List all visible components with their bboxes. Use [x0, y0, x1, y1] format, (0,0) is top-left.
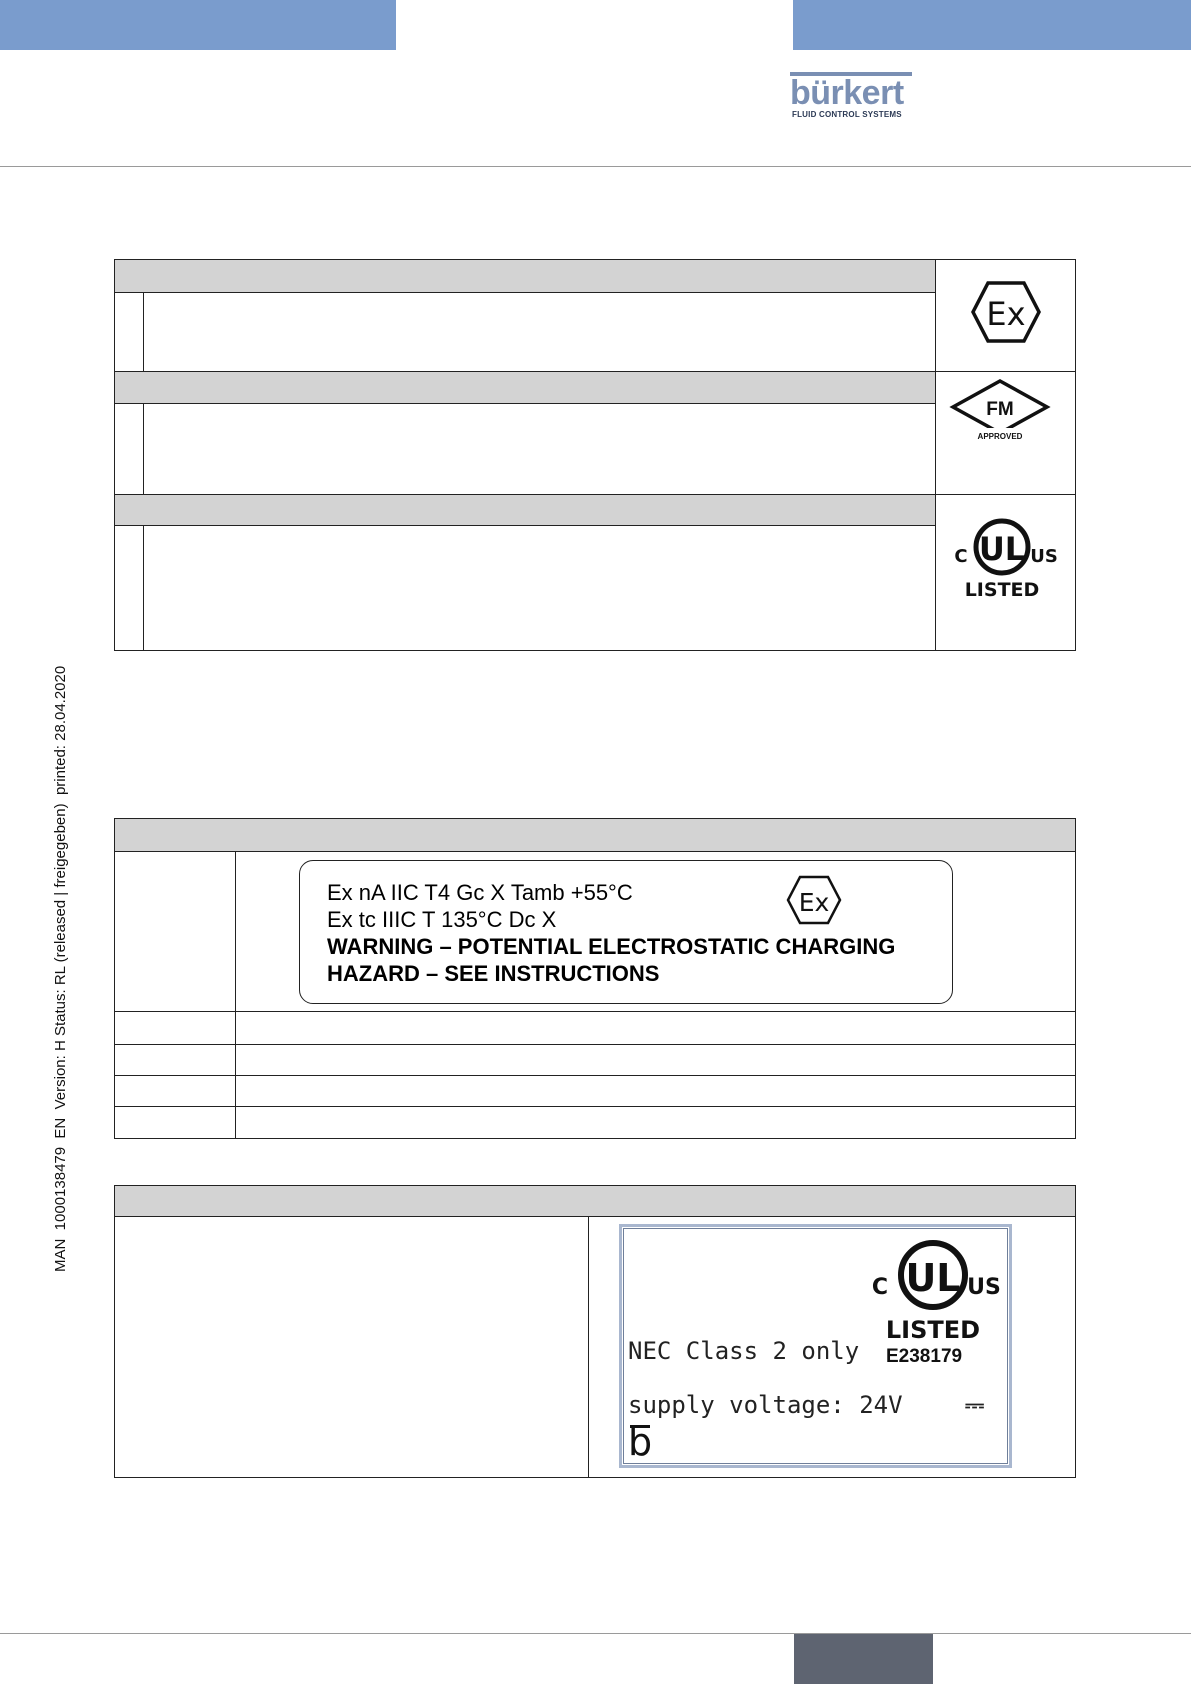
logo-wordmark: bürkert [790, 74, 904, 112]
table-line [143, 525, 144, 650]
table-line [114, 494, 1076, 495]
header-bar-right [793, 0, 1191, 50]
ul-file-number: E238179 [886, 1346, 963, 1367]
footer-divider [0, 1633, 1191, 1634]
approval-header-atex [114, 260, 935, 292]
label-line-warning-2: HAZARD – SEE INSTRUCTIONS [327, 961, 660, 986]
table-line [114, 1011, 1076, 1012]
table-line [114, 259, 115, 651]
table-line [935, 259, 936, 651]
b-mark: b [628, 1420, 653, 1464]
fm-approved-icon [950, 378, 1050, 444]
svg-text:UL: UL [978, 530, 1026, 568]
table-line [114, 525, 935, 526]
svg-text:LISTED: LISTED [885, 1316, 981, 1344]
label-line-warning-1: WARNING – POTENTIAL ELECTROSTATIC CHARGING [327, 934, 896, 959]
table-line [114, 818, 115, 1139]
table-line [114, 1075, 1076, 1076]
svg-text:C: C [871, 1275, 889, 1300]
table-line [114, 1106, 1076, 1107]
table-line [114, 1185, 115, 1478]
document-status-note: MAN 1000138479 EN Version: H Status: RL (released | freigegeben) printed: 28.04.2020 [52, 665, 69, 1272]
table-line [588, 1216, 589, 1478]
dc-symbol-icon: ⎓ [965, 1391, 985, 1419]
ul-type-plate [619, 1224, 1012, 1468]
atex-ex-icon [970, 280, 1042, 344]
approval-header-fm [114, 371, 935, 403]
svg-text:US: US [1030, 546, 1058, 567]
atex-marking-label [299, 860, 953, 1004]
label-line-dust: Ex tc IIIC T 135°C Dc X [327, 907, 557, 932]
svg-text:US: US [967, 1275, 1001, 1300]
table-line [114, 259, 1076, 260]
table-line [114, 403, 935, 404]
svg-text:Ex: Ex [798, 888, 830, 917]
atex-ex-icon [786, 875, 842, 925]
svg-text:FM: FM [986, 399, 1014, 420]
header-bar-left [0, 0, 396, 50]
table-line [143, 403, 144, 494]
nec-class-text: NEC Class 2 only [628, 1337, 860, 1365]
table-line [114, 818, 1076, 819]
ul-listed-icon [952, 514, 1056, 602]
svg-text:C: C [954, 546, 968, 567]
table-line [114, 1138, 1076, 1139]
svg-text:Ex: Ex [986, 295, 1026, 333]
approval-header-ul [114, 494, 935, 525]
table-line [114, 292, 935, 293]
svg-text:UL: UL [905, 1256, 961, 1300]
label-line-gas: Ex nA IIC T4 Gc X Tamb +55°C [327, 880, 633, 905]
table-line [235, 851, 236, 1139]
table-line [114, 650, 1076, 651]
burkert-logo [790, 70, 920, 122]
atex-table-header [114, 818, 1076, 851]
ul-listed-icon [869, 1237, 1001, 1345]
supply-voltage-text: supply voltage: 24V [628, 1391, 903, 1419]
table-line [143, 292, 144, 371]
table-line [114, 1216, 1076, 1217]
table-line [114, 851, 1076, 852]
table-line [114, 1477, 1076, 1478]
header-divider [0, 166, 1191, 167]
table-line [1075, 818, 1076, 1139]
logo-tagline: FLUID CONTROL SYSTEMS [792, 110, 902, 119]
svg-text:LISTED: LISTED [964, 579, 1040, 601]
table-line [114, 371, 1076, 372]
table-line [114, 1185, 1076, 1186]
page-number-box [794, 1634, 933, 1684]
table-line [114, 1044, 1076, 1045]
ul-table-header [114, 1185, 1076, 1216]
svg-text:APPROVED: APPROVED [977, 432, 1023, 441]
table-line [1075, 259, 1076, 651]
table-line [1075, 1185, 1076, 1478]
